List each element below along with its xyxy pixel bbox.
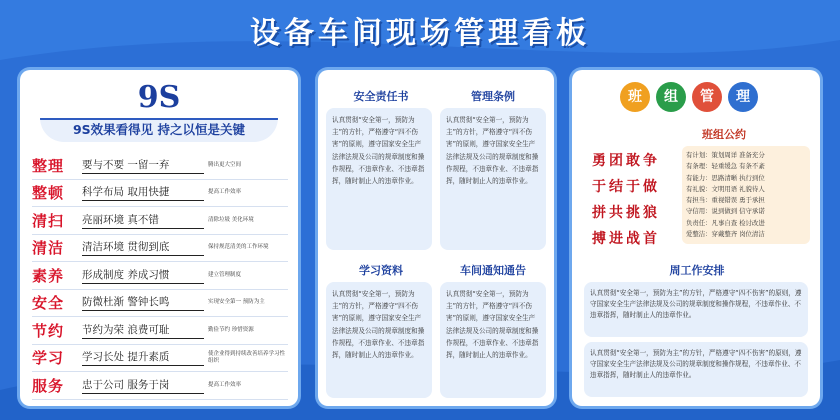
rules-text: 认真贯彻“安全第一，预防为主”的方针，严格遵守“四不伤害”的原则，遵守国家安全生产法律法规及公司的规章制度和操作规程，不违章作业、不违章指挥，随时制止人的违章作业。 xyxy=(440,108,546,250)
nine-s-row xyxy=(32,317,288,345)
row-key: 清扫 xyxy=(32,211,65,230)
rule-line: 有能力：思路清晰 执行到位 xyxy=(686,173,765,182)
nine-s-row xyxy=(32,290,288,318)
row-desc: 提高工作效率 xyxy=(208,189,242,196)
circle-char: 组 xyxy=(656,82,686,112)
rule-line: 有担当：重视错误 勇于承担 xyxy=(686,196,765,205)
row-desc: 清除垃圾 美化环境 xyxy=(208,216,254,223)
motto-line: 拼共挑狼 xyxy=(592,205,660,221)
rule-line: 守信用：说到做到 信守承诺 xyxy=(686,207,765,216)
team-panel xyxy=(572,70,820,406)
row-desc: 使企业得到持续改善培养学习性组织 xyxy=(208,350,286,364)
row-key: 节约 xyxy=(32,321,65,340)
motto-line: 搏进战首 xyxy=(592,231,660,247)
nine-s-row xyxy=(32,372,288,400)
rule-line: 有条理：轻重缓急 有条不紊 xyxy=(686,162,765,171)
row-phrase: 清洁环境 贯彻到底 xyxy=(82,239,204,256)
row-phrase: 节约为荣 浪费可耻 xyxy=(82,322,204,339)
circle-char: 管 xyxy=(692,82,722,112)
row-key: 服务 xyxy=(32,376,65,395)
row-key: 整理 xyxy=(32,156,65,175)
board-title: 设备车间现场管理看板 xyxy=(250,16,590,51)
notice-text: 认真贯彻“安全第一，预防为主”的方针，严格遵守“四不伤害”的原则，遵守国家安全生产法律法规及公司的规章制度和操作规程，不违章作业、不违章指挥，随时制止人的违章作业。 xyxy=(440,282,546,398)
section-title-rules: 管理条例 xyxy=(471,90,515,103)
team-title-circles xyxy=(620,82,758,112)
row-desc: 腾出更大空间 xyxy=(208,161,242,168)
section-title-safety: 安全责任书 xyxy=(353,90,409,103)
nine-s-row xyxy=(32,235,288,263)
row-key: 学习 xyxy=(32,349,65,368)
section-title-notice: 车间通知通告 xyxy=(460,264,526,277)
circle-char: 理 xyxy=(728,82,758,112)
row-desc: 保持规范清美的工作环境 xyxy=(208,244,269,251)
nine-s-slogan: 9S效果看得见 持之以恒是关键 xyxy=(40,118,278,142)
nine-s-heading: 9S xyxy=(137,80,181,115)
rule-line: 有计划：策划周详 准备充分 xyxy=(686,151,765,159)
circle-char: 班 xyxy=(620,82,650,112)
rule-line: 有礼貌：文明用语 礼貌待人 xyxy=(686,184,765,193)
row-desc: 勤俭节约 珍惜资源 xyxy=(208,326,254,333)
study-text: 认真贯彻“安全第一，预防为主”的方针，严格遵守“四不伤害”的原则，遵守国家安全生产法律法规及公司的规章制度和操作规程，不违章作业、不违章指挥，随时制止人的违章作业。 xyxy=(326,282,432,398)
row-phrase: 忠于公司 服务于岗 xyxy=(82,377,204,394)
nine-s-row xyxy=(32,262,288,290)
row-phrase: 科学布局 取用快捷 xyxy=(82,184,204,201)
documents-panel xyxy=(318,70,554,406)
row-phrase: 防微杜渐 警钟长鸣 xyxy=(82,294,204,311)
team-mottos xyxy=(592,148,660,252)
row-phrase: 要与不要 一留一弃 xyxy=(82,157,204,174)
nine-s-row xyxy=(32,345,288,373)
team-pact-heading: 班组公约 xyxy=(702,128,746,141)
motto-line: 于结于做 xyxy=(592,179,660,195)
rule-line: 爱整洁：穿戴整齐 岗位清洁 xyxy=(686,230,765,239)
motto-line: 勇团敢争 xyxy=(592,153,660,169)
safety-text: 认真贯彻“安全第一，预防为主”的方针，严格遵守“四不伤害”的原则，遵守国家安全生产法律法规及公司的规章制度和操作规程，不违章作业、不违章指挥，随时制止人的违章作业。 xyxy=(326,108,432,250)
row-desc: 建立管理制度 xyxy=(208,271,242,278)
nine-s-row xyxy=(32,207,288,235)
nine-s-panel xyxy=(20,70,298,406)
rule-line: 负责任：凡事自查 检讨改进 xyxy=(686,218,765,227)
row-phrase: 亮丽环境 真不错 xyxy=(82,212,204,229)
nine-s-row xyxy=(32,152,288,180)
team-rules xyxy=(682,146,810,244)
nine-s-rows xyxy=(32,152,288,400)
row-key: 素养 xyxy=(32,266,65,285)
row-key: 整顿 xyxy=(32,184,65,203)
nine-s-row xyxy=(32,180,288,208)
row-key: 安全 xyxy=(32,294,65,313)
weekly-text-1: 认真贯彻“安全第一，预防为主”的方针，严格遵守“四不伤害”的原则，遵守国家安全生产法律法规及公司的规章制度和操作规程，不违章作业、不违章指挥，随时制止人的违章作业。 xyxy=(584,282,808,337)
row-desc: 提高工作效率 xyxy=(208,381,242,388)
row-desc: 实现安全第一 预防为主 xyxy=(208,299,265,306)
section-title-study: 学习资料 xyxy=(359,264,403,277)
weekly-text-2: 认真贯彻“安全第一，预防为主”的方针，严格遵守“四不伤害”的原则，遵守国家安全生产法律法规及公司的规章制度和操作规程，不违章作业、不违章指挥，随时制止人的违章作业。 xyxy=(584,342,808,397)
row-phrase: 学习长处 提升素质 xyxy=(82,349,204,366)
row-key: 清洁 xyxy=(32,239,65,258)
weekly-title: 周工作安排 xyxy=(669,264,725,277)
row-phrase: 形成制度 养成习惯 xyxy=(82,267,204,284)
